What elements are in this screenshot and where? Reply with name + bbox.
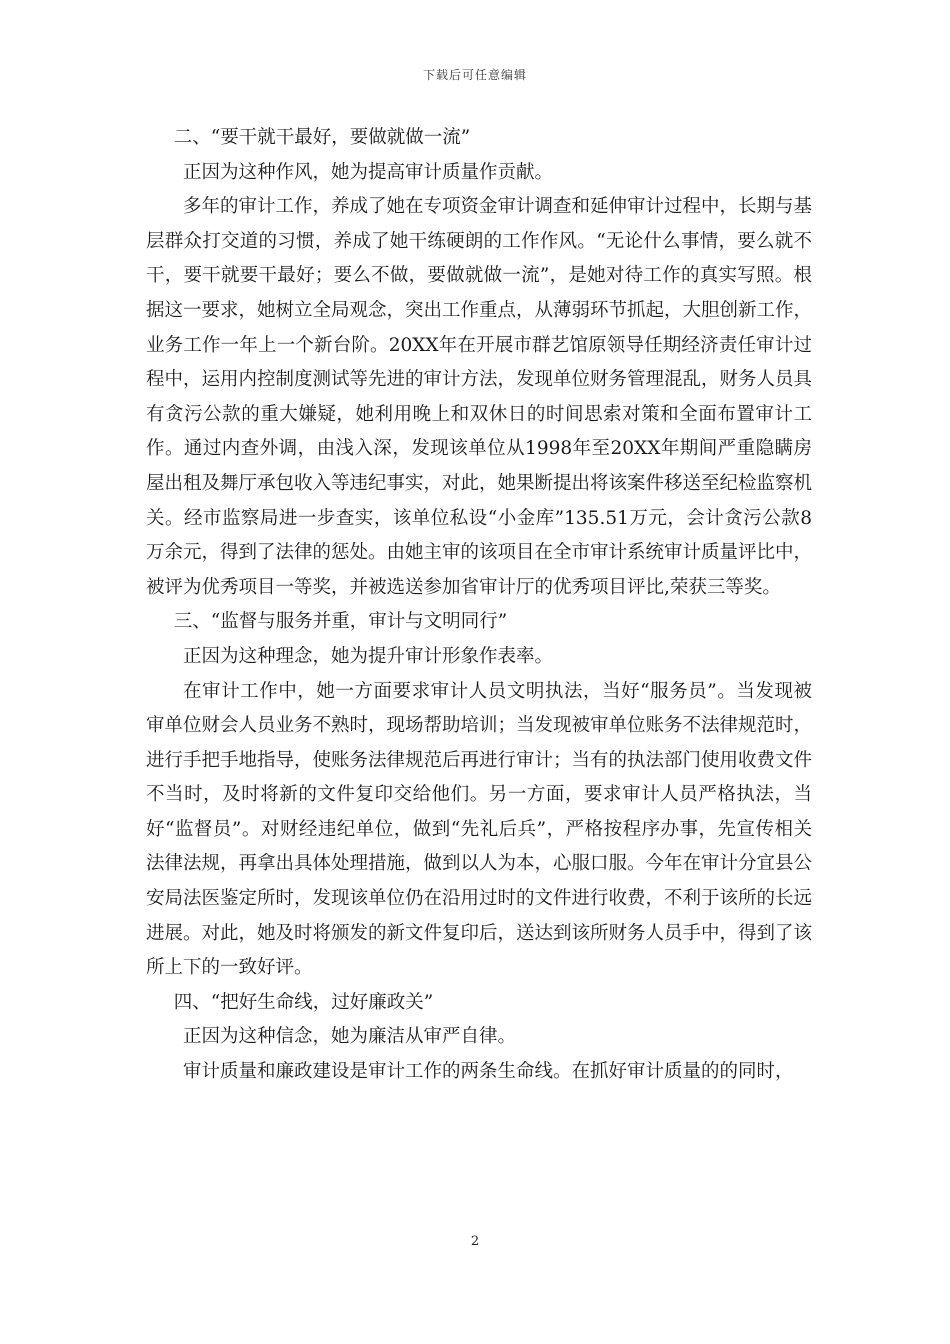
header-note: 下载后可任意编辑 (422, 68, 527, 82)
paragraph: 正因为这种理念，她为提升审计形象作表率。 (183, 645, 554, 667)
section-heading-2: 二、“要干就干最好，要做就做一流” (173, 127, 471, 148)
page-number: 2 (470, 1234, 480, 1249)
section-heading-4: 四、“把好生命线，过好廉政关” (173, 991, 434, 1013)
document-body (146, 121, 812, 1090)
paragraph: 在审计工作中，她一方面要求审计人员文明执法，当好“服务员”。当发现被审单位财会人员业务不熟时，现场帮助培训；当发现被审单位账务不法律规范时，进行手把手地指导，使账务法律规范后再进行审计；当有的执法部门使用收费文件不当时，及时将新的文件复印交给他们。另一方面，要求审计人员严格执法，当好“监督员”。对财经违纪单位，做到“先礼后兵”，严格按程序办事，先宣传相关法律法规，再拿出具体处理措施，做到以人为本，心服口服。今年在审计分宜县公安局法医鉴定所时，发现该单位仍在沿用过时的文件进行收费，不利于该所的长远进展。对此，她及时将颁发的新文件复印后，送达到该所财务人员手中，得到了该所上下的一致好评。 (146, 680, 813, 979)
paragraph: 审计质量和廉政建设是审计工作的两条生命线。在抓好审计质量的的同时， (183, 1061, 794, 1083)
paragraph: 正因为这种作风，她为提高审计质量作贡献。 (183, 161, 554, 183)
section-heading-3: 三、“监督与服务并重，审计与文明同行” (173, 611, 508, 633)
paragraph: 正因为这种信念，她为廉洁从审严自律。 (183, 1026, 517, 1048)
paragraph: 多年的审计工作，养成了她在专项资金审计调查和延伸审计过程中，长期与基层群众打交道的习惯，养成了她干练硬朗的工作作风。“无论什么事情，要么就不干，要干就要干最好；要么不做，要做就做一流”，是她对待工作的真实写照。根据这一要求，她树立全局观念，突出工作重点，从薄弱环节抓起，大胆创新工作，业务工作一年上一个新台阶。20XX年在开展市群艺馆原领导任期经济责任审计过程中，运用内控制度测试等先进的审计方法，发现单位财务管理混乱，财务人员具有贪污公款的重大嫌疑，她利用晚上和双休日的时间思索对策和全面布置审计工作。通过内查外调，由浅入深，发现该单位从1998年至20XX年期间严重隐瞒房屋出租及舞厅承包收入等违纪事实，对此，她果断提出将该案件移送至纪检监察机关。经市监察局进一步查实，该单位私设“小金库”135.51万元，会计贪污公款8万余元，得到了法律的惩处。由她主审的该项目在全市审计系统审计质量评比中，被评为优秀项目一等奖，并被选送参加省审计厅的优秀项目评比,荣获三等奖。 (146, 196, 813, 598)
